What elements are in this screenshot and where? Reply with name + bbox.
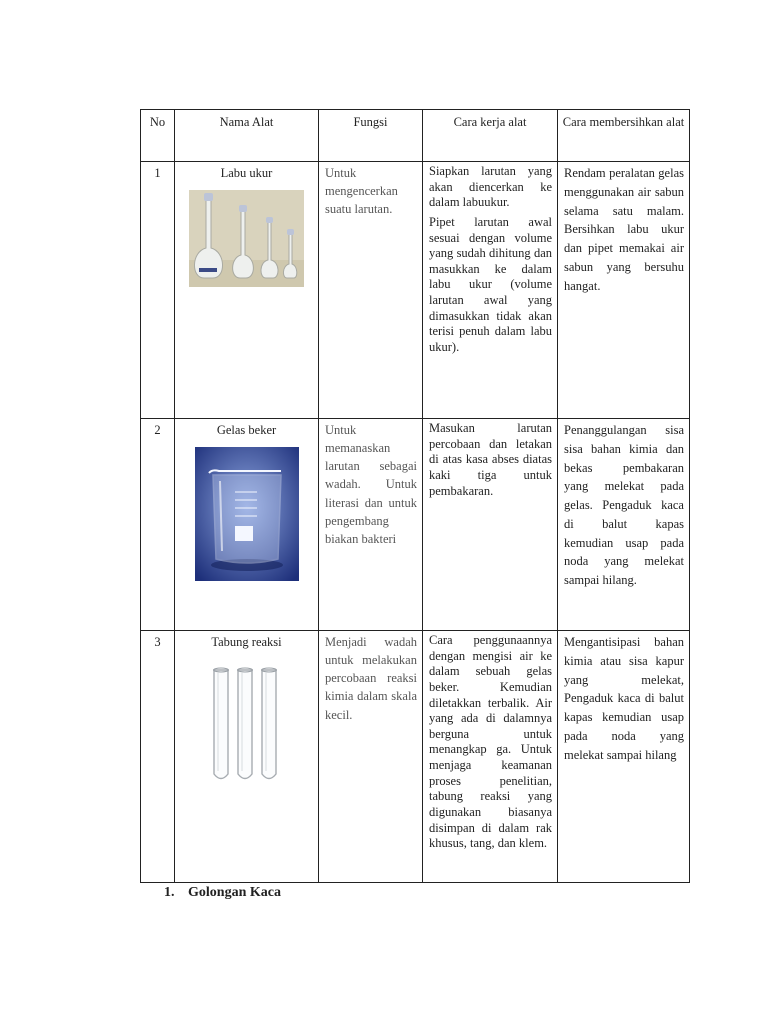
usage-step: Cara penggunaannya dengan mengisi air ke dalam sebuah gelas beker. Kemudian diletakkan terbalik. Air yang ada di dalamnya berguna untuk menangkap ga. Untuk menjaga keamanan proses penelitian, tabung reaksi yang digunakan biasanya disimpan di dalam rak khusus, tang, dan klem. — [429, 633, 552, 851]
table-row — [141, 162, 690, 419]
volumetric-flask-icon — [189, 190, 304, 287]
test-tube-icon — [207, 667, 287, 785]
tool-cleaning: Mengantisipasi bahan kimia atau sisa kapur yang melekat, Pengaduk kaca di balut kapas kemudian usap pada noda yang melekat sampai hilang — [558, 631, 690, 883]
tool-function: Menjadi wadah untuk melakukan percobaan reaksi kimia dalam skala kecil. — [319, 631, 423, 883]
usage-step: Pipet larutan awal sesuai dengan volume yang sudah dihitung dan masukkan ke dalam labu ukur (volume larutan awal yang dimasukkan tidak akan terisi penuh dalam labu ukur). — [429, 214, 552, 354]
header-no: No — [141, 110, 175, 162]
header-usage: Cara kerja alat — [423, 110, 558, 162]
usage-step: Siapkan larutan yang akan diencerkan ke dalam labuukur. — [429, 164, 552, 210]
tool-cleaning: Penanggulangan sisa sisa bahan kimia dan bekas pembakaran yang melekat pada gelas. Pengaduk kaca di balut kapas kemudian usap pada noda yang melekat sampai hilang. — [558, 419, 690, 631]
section-number: 1. — [164, 885, 175, 900]
row-number: 2 — [141, 419, 175, 631]
usage-step: Masukan larutan percobaan dan letakan di atas kasa abses diatas kaki tiga untuk pembakaran. — [429, 421, 552, 498]
table-row — [141, 631, 690, 883]
row-number: 3 — [141, 631, 175, 883]
table-row — [141, 419, 690, 631]
header-cleaning: Cara membersihkan alat — [558, 110, 690, 162]
tool-usage — [423, 631, 558, 883]
header-function: Fungsi — [319, 110, 423, 162]
table-header-row — [141, 110, 690, 162]
lab-tools-table — [140, 109, 690, 883]
tool-cell — [175, 631, 319, 883]
tool-function: Untuk mengencerkan suatu larutan. — [319, 162, 423, 419]
tool-name: Gelas beker — [216, 423, 277, 437]
beaker-icon — [195, 447, 299, 581]
tool-usage — [423, 419, 558, 631]
header-name: Nama Alat — [175, 110, 319, 162]
section-heading — [164, 885, 281, 901]
row-number: 1 — [141, 162, 175, 419]
tool-function: Untuk memanaskan larutan sebagai wadah. Untuk literasi dan untuk pengembang biakan bakteri — [319, 419, 423, 631]
tool-cell — [175, 162, 319, 419]
tool-name: Labu ukur — [220, 166, 273, 180]
section-title: Golongan Kaca — [188, 885, 281, 900]
tool-name: Tabung reaksi — [211, 635, 282, 649]
tool-usage — [423, 162, 558, 419]
tool-cell — [175, 419, 319, 631]
tool-cleaning: Rendam peralatan gelas menggunakan air sabun selama satu malam. Bersihkan labu ukur dan pipet memakai air sabun yang bersuhu hangat. — [558, 162, 690, 419]
